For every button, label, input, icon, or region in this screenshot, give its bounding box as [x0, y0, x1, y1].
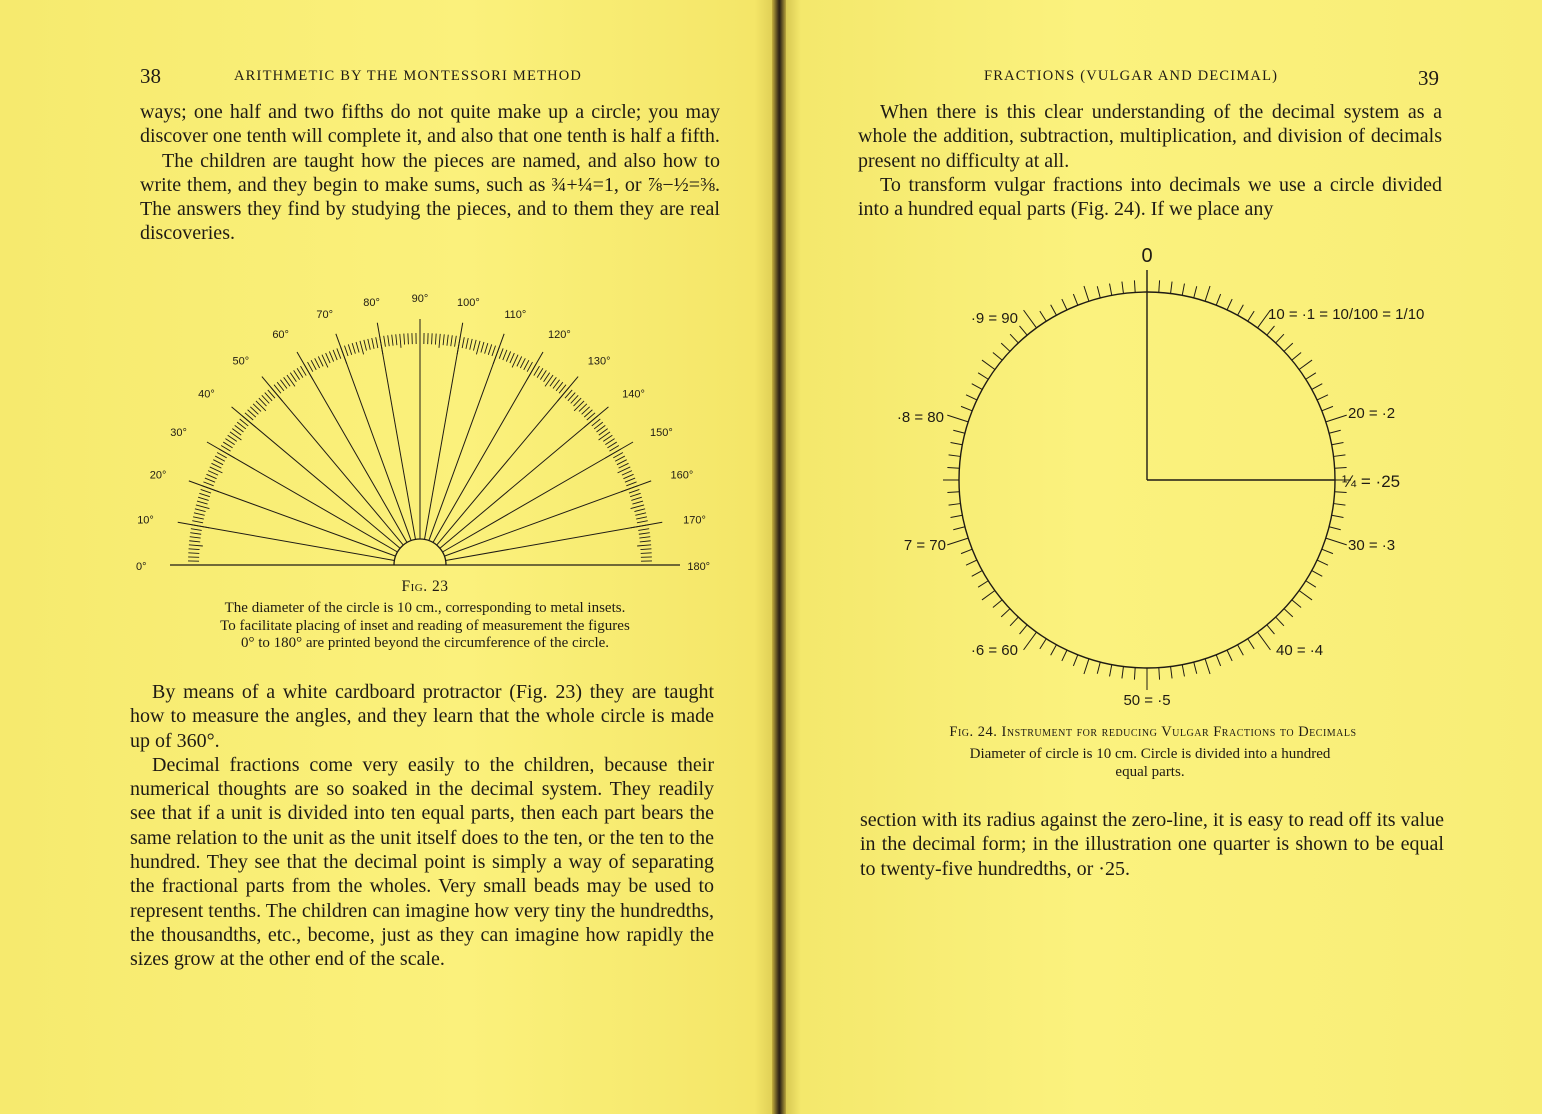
decimal-tick [1216, 655, 1220, 666]
protractor-tick [462, 337, 464, 348]
decimal-tick [961, 406, 972, 410]
decimal-tick [1097, 286, 1100, 298]
decimal-tick [949, 504, 961, 506]
protractor-degree-labels [136, 293, 710, 573]
decimal-tick [1084, 659, 1089, 674]
decimal-tick [1084, 286, 1089, 301]
protractor-tick [315, 358, 320, 368]
decimal-tick [1110, 665, 1112, 677]
protractor-tick [190, 537, 201, 538]
protractor-tick [451, 335, 453, 346]
decimal-tick [947, 538, 968, 545]
decimal-tick [1010, 617, 1018, 626]
decimal-tick [1292, 353, 1301, 361]
right-page-number: 39 [1418, 66, 1439, 90]
decimal-tick [1194, 662, 1197, 674]
protractor-tick [473, 340, 476, 351]
decimal-circle [943, 270, 1351, 690]
right-text-top [858, 100, 1442, 221]
decimal-tick [1248, 311, 1254, 321]
protractor-tick [510, 353, 514, 363]
protractor-tick [301, 366, 307, 375]
decimal-tick [1317, 395, 1328, 400]
decimal-tick [1326, 538, 1347, 545]
decimal-tick [1110, 284, 1112, 296]
protractor-tick [537, 368, 543, 377]
decimal-tick [1335, 492, 1347, 493]
protractor-tick [189, 541, 200, 542]
protractor-tick [443, 334, 444, 345]
protractor-tick [392, 335, 393, 346]
protractor-tick [635, 513, 646, 515]
label-30: 30 = ·3 [1348, 537, 1396, 554]
protractor-tick [435, 334, 436, 345]
protractor-tick [517, 356, 522, 366]
protractor-tick [199, 493, 209, 496]
decimal-tick [1306, 581, 1316, 587]
decimal-tick [1020, 625, 1028, 634]
decimal-tick [1258, 632, 1271, 650]
decimal-tick [949, 455, 961, 457]
protractor-tick [230, 432, 241, 440]
protractor-tick [455, 336, 457, 347]
protractor-tick [376, 337, 378, 348]
decimal-tick [1238, 305, 1244, 316]
protractor-tick [193, 517, 204, 519]
decimal-tick [1227, 650, 1232, 661]
decimal-tick [966, 560, 977, 565]
protractor-tick [637, 521, 648, 523]
protractor-tick [205, 478, 215, 482]
decimal-tick [1134, 280, 1135, 292]
protractor-tick [400, 334, 401, 348]
protractor-tick [520, 358, 525, 368]
decimal-tick [947, 467, 959, 468]
decimal-tick [1334, 504, 1346, 506]
protractor-tick [439, 334, 440, 348]
decimal-tick [1040, 311, 1046, 321]
fig24-title [858, 724, 1448, 741]
decimal-tick [953, 527, 965, 530]
fig23-title: Fig. 23 [401, 578, 449, 595]
decimal-tick [953, 430, 965, 433]
left-running-head: ARITHMETIC BY THE MONTESSORI METHOD [234, 68, 583, 84]
decimal-tick [1326, 415, 1347, 422]
protractor-tick [408, 333, 409, 344]
protractor-tick [619, 463, 629, 468]
decimal-tick [1171, 282, 1173, 294]
label-60: ·6 = 60 [970, 642, 1018, 659]
protractor-tick [197, 501, 208, 504]
protractor-degree-label: 100° [457, 297, 480, 310]
label-80: ·8 = 80 [896, 409, 944, 426]
left-text-bottom [130, 680, 714, 972]
left-paragraph-3: By means of a white cardboard protractor (Fig. 23) they are taught how to measure the angles, and they learn that the whole circle is made up of 360°. [130, 681, 714, 752]
protractor-tick [634, 509, 645, 512]
protractor-tick [623, 474, 633, 478]
decimal-tick [1051, 645, 1057, 656]
protractor-tick [481, 342, 484, 353]
protractor-degree-label: 0° [136, 561, 147, 573]
decimal-tick [1267, 625, 1275, 634]
protractor-tick [213, 460, 223, 465]
protractor-degree-label: 150° [649, 427, 673, 439]
protractor-tick [344, 346, 348, 356]
decimal-tick [1267, 326, 1275, 335]
protractor-tick [192, 521, 203, 523]
protractor-tick [297, 368, 303, 377]
left-paragraph-1: ways; one half and two fifths do not quite make up a circle; you may discover one tenth will complete it, and also that one tenth is half a fifth. [140, 101, 720, 148]
decimal-tick [1024, 632, 1037, 650]
protractor-tick [308, 362, 313, 372]
decimal-tick [961, 549, 972, 553]
decimal-tick [972, 571, 983, 577]
protractor-tick [356, 342, 359, 353]
decimal-tick [1299, 360, 1312, 369]
protractor-tick [368, 339, 370, 350]
decimal-tick [1040, 639, 1046, 649]
protractor-tick [485, 343, 488, 354]
protractor-tick [198, 497, 209, 500]
decimal-tick [1051, 305, 1057, 316]
label-90: ·9 = 90 [970, 310, 1018, 327]
protractor-tick [492, 346, 496, 356]
decimal-tick [947, 492, 959, 493]
protractor-tick [195, 509, 206, 512]
right-paragraph-3: section with its radius against the zero-line, it is easy to read off its value in the decimal form; in the illustration one quarter is shown to be equal to twenty-five hundredths, or ·25. [860, 809, 1444, 880]
label-50: 50 = ·5 [1123, 692, 1171, 709]
fig23-caption-line2: To facilitate placing of inset and reading of measurement the figures [220, 617, 630, 634]
label-20: 20 = ·2 [1348, 405, 1396, 422]
decimal-circle-labels [897, 245, 1425, 709]
protractor-tick [318, 356, 323, 366]
protractor-tick [574, 401, 584, 411]
protractor-tick [194, 513, 205, 515]
decimal-tick [951, 515, 963, 517]
protractor-tick [640, 541, 651, 542]
left-page-number: 38 [140, 64, 161, 88]
protractor-degree-label: 40° [198, 388, 215, 401]
decimal-tick [1332, 515, 1344, 517]
left-paragraph-2: The children are taught how the pieces are named, and also how to write them, and they begin to make sums, such as ¾+¼=1, or ⅞−½=⅜. The answers they find by studying the pieces, and to them they are real discoveries. [140, 149, 720, 245]
protractor-tick [613, 453, 623, 458]
protractor-tick [352, 343, 355, 354]
protractor-tick [632, 501, 643, 504]
decimal-tick [1001, 343, 1010, 351]
decimal-tick [1159, 668, 1160, 680]
decimal-tick [966, 395, 977, 400]
right-text-bottom [860, 808, 1444, 881]
protractor-degree-label: 170° [683, 514, 706, 527]
fig24-title-text: Fig. 24. Instrument for reducing Vulgar Fractions to Decimals [949, 724, 1357, 740]
decimal-tick [1171, 667, 1173, 679]
protractor-tick [545, 375, 553, 386]
fig24-caption [880, 746, 1420, 781]
decimal-tick [982, 591, 995, 600]
decimal-tick [1248, 639, 1254, 649]
label-10: 10 = ·1 = 10/100 = 1/10 [1268, 306, 1425, 323]
protractor-degree-label: 10° [137, 514, 154, 527]
decimal-tick [947, 415, 968, 422]
protractor-tick [524, 360, 529, 370]
protractor-tick [337, 348, 341, 358]
decimal-tick [1205, 659, 1210, 674]
protractor-tick [432, 333, 433, 344]
left-paragraph-4: Decimal fractions come very easily to the children, because their numerical thoughts are so soaked in the decimal system. They readily see that if a unit is divided into ten equal parts, then each part bears the same relation to the unit as the unit itself does to the ten, or the ten to the hundred. They see that the decimal point is simply a way of separating the fractional parts from the wholes. Very small beads may be used to represent tenths. The children can imagine how very tiny the hundredths, the thousandths, etc., become, just as they can imagine how rapidly the sizes grow at the other end of the scale. [130, 753, 714, 971]
protractor-tick [191, 529, 202, 531]
protractor-tick [215, 456, 225, 461]
label-25: ¼ = ·25 [1342, 472, 1401, 491]
decimal-tick [1238, 645, 1244, 656]
decimal-tick [1299, 591, 1312, 600]
decimal-tick [1276, 617, 1284, 626]
decimal-tick [1216, 294, 1220, 305]
decimal-tick [1312, 571, 1323, 577]
protractor-degree-label: 160° [670, 469, 694, 482]
fig23-caption-line3: 0° to 180° are printed beyond the circumference of the circle. [240, 635, 610, 651]
decimal-tick [1317, 560, 1328, 565]
decimal-tick [1062, 650, 1067, 661]
decimal-tick [1159, 280, 1160, 292]
protractor-tick [639, 533, 650, 535]
protractor-degree-label: 120° [547, 328, 571, 341]
protractor-tick [189, 545, 203, 546]
decimal-tick [1122, 282, 1124, 294]
protractor-tick [333, 350, 337, 360]
protractor-tick [622, 471, 632, 475]
protractor-degree-label: 70° [316, 309, 333, 322]
protractor-tick [630, 493, 640, 496]
decimal-tick [1335, 467, 1347, 468]
protractor-degree-label: 110° [504, 309, 527, 322]
decimal-tick [1306, 373, 1316, 379]
right-running-head: FRACTIONS (VULGAR AND DECIMAL) [984, 68, 1279, 84]
protractor-tick [256, 401, 266, 411]
decimal-tick [982, 360, 995, 369]
protractor-tick [476, 341, 480, 355]
protractor-ray [207, 442, 398, 552]
protractor-tick [641, 553, 652, 554]
protractor-tick [360, 341, 364, 355]
protractor-degree-label: 90° [411, 293, 429, 305]
protractor-tick [615, 456, 625, 461]
decimal-tick [1134, 668, 1135, 680]
protractor-tick [631, 505, 645, 509]
right-paragraph-2: To transform vulgar fractions into decimals we use a circle divided into a hundred equal parts (Fig. 24). If we place any [858, 173, 1442, 221]
protractor-tick [626, 482, 636, 486]
protractor-tick [447, 335, 448, 346]
protractor-tick [506, 351, 510, 361]
protractor-tick [534, 366, 540, 375]
fig24-caption-line1: Diameter of circle is 10 cm. Circle is divided into a hundred [969, 746, 1331, 762]
decimal-tick [1227, 299, 1232, 310]
protractor-tick [203, 482, 213, 486]
protractor-tick [609, 446, 618, 452]
protractor-ray [425, 323, 463, 540]
protractor-tick [637, 545, 651, 546]
protractor-tick [617, 460, 627, 465]
decimal-tick [1001, 609, 1010, 617]
protractor-tick [189, 549, 200, 550]
protractor-tick [287, 375, 295, 386]
decimal-tick [1205, 286, 1210, 301]
decimal-tick [1332, 443, 1344, 445]
decimal-tick [1097, 662, 1100, 674]
protractor-degree-label: 30° [170, 427, 187, 439]
label-40: 40 = ·4 [1276, 642, 1324, 659]
decimal-tick [1329, 527, 1341, 530]
left-text-top [140, 100, 720, 246]
protractor-tick [364, 340, 367, 351]
decimal-tick [1284, 343, 1293, 351]
label-70: 7 = 70 [903, 537, 946, 554]
protractor-tick [636, 517, 647, 519]
protractor-tick [599, 432, 610, 440]
protractor-tick [208, 471, 218, 475]
protractor-degree-label: 130° [587, 355, 611, 368]
protractor-tick [639, 537, 650, 538]
decimal-tick [1322, 549, 1333, 553]
protractor-tick [404, 334, 405, 345]
protractor-tick [201, 489, 211, 493]
decimal-tick [1182, 284, 1184, 296]
protractor-tick [326, 353, 330, 363]
decimal-tick [1312, 384, 1323, 390]
decimal-tick [978, 373, 988, 379]
decimal-tick [1334, 455, 1346, 457]
decimal-tick [1020, 326, 1028, 335]
decimal-tick [1276, 334, 1284, 343]
protractor-degree-label: 140° [622, 388, 645, 401]
decimal-tick [978, 581, 988, 587]
protractor-tick [638, 529, 649, 531]
protractor-degree-label: 60° [272, 328, 289, 341]
right-paragraph-1: When there is this clear understanding of the decimal system as a whole the addition, subtraction, multiplication, and division of decimals present no difficulty at all. [858, 101, 1442, 172]
protractor-tick [629, 489, 639, 493]
protractor-tick [388, 335, 390, 346]
protractor-tick [188, 553, 199, 554]
protractor-tick [499, 348, 503, 358]
protractor-tick [640, 549, 651, 550]
protractor-tick [372, 338, 374, 349]
protractor-ray [178, 522, 395, 560]
protractor-tick [503, 350, 507, 360]
zero-label: 0 [1141, 245, 1153, 267]
decimal-tick [1182, 665, 1184, 677]
decimal-tick [1292, 600, 1301, 608]
protractor-degree-label: 80° [363, 297, 380, 310]
protractor-tick [190, 533, 201, 535]
decimal-tick [1194, 286, 1197, 298]
protractor-ray [446, 522, 663, 560]
protractor-ray [433, 352, 543, 543]
protractor-tick [466, 338, 468, 349]
protractor-tick [470, 339, 472, 350]
book-gutter [772, 0, 786, 1114]
decimal-tick [1062, 299, 1067, 310]
fig24-caption-line2: equal parts. [1115, 763, 1185, 780]
protractor-tick [488, 344, 491, 354]
protractor-tick [223, 442, 232, 448]
protractor-ray [297, 352, 407, 543]
decimal-tick [993, 600, 1002, 608]
decimal-tick [1024, 310, 1037, 328]
protractor-tick [329, 351, 333, 361]
protractor-tick [396, 334, 397, 345]
protractor-figure [120, 285, 720, 585]
protractor-tick [348, 344, 351, 354]
protractor-tick [217, 453, 227, 458]
protractor-tick [196, 505, 210, 509]
protractor-degree-label: 50° [232, 355, 250, 368]
protractor-tick [607, 442, 616, 448]
protractor-tick [221, 446, 230, 452]
protractor-tick [384, 336, 386, 347]
decimal-tick [1073, 294, 1077, 305]
protractor-ray [443, 442, 634, 552]
protractor-tick [211, 463, 221, 468]
decimal-tick [1010, 334, 1018, 343]
fig23-caption-line1: The diameter of the circle is 10 cm., corresponding to metal insets. [224, 600, 626, 616]
fig23-caption [150, 600, 700, 653]
protractor-degree-label: 20° [149, 469, 167, 482]
decimal-tick [951, 443, 963, 445]
protractor-tick [625, 478, 635, 482]
decimal-tick [972, 384, 983, 390]
decimal-tick [1284, 609, 1293, 617]
protractor-tick [527, 362, 532, 372]
protractor-tick [311, 360, 316, 370]
decimal-tick [1073, 655, 1077, 666]
protractor-tick [206, 474, 216, 478]
decimal-tick [1322, 406, 1333, 410]
decimal-tick [993, 353, 1002, 361]
decimal-tick [1329, 430, 1341, 433]
protractor-ray [377, 323, 415, 540]
decimal-tick [1122, 667, 1124, 679]
decimal-circle-figure [858, 235, 1448, 715]
protractor-degree-label: 180° [687, 561, 711, 573]
protractor-tick [631, 497, 642, 500]
